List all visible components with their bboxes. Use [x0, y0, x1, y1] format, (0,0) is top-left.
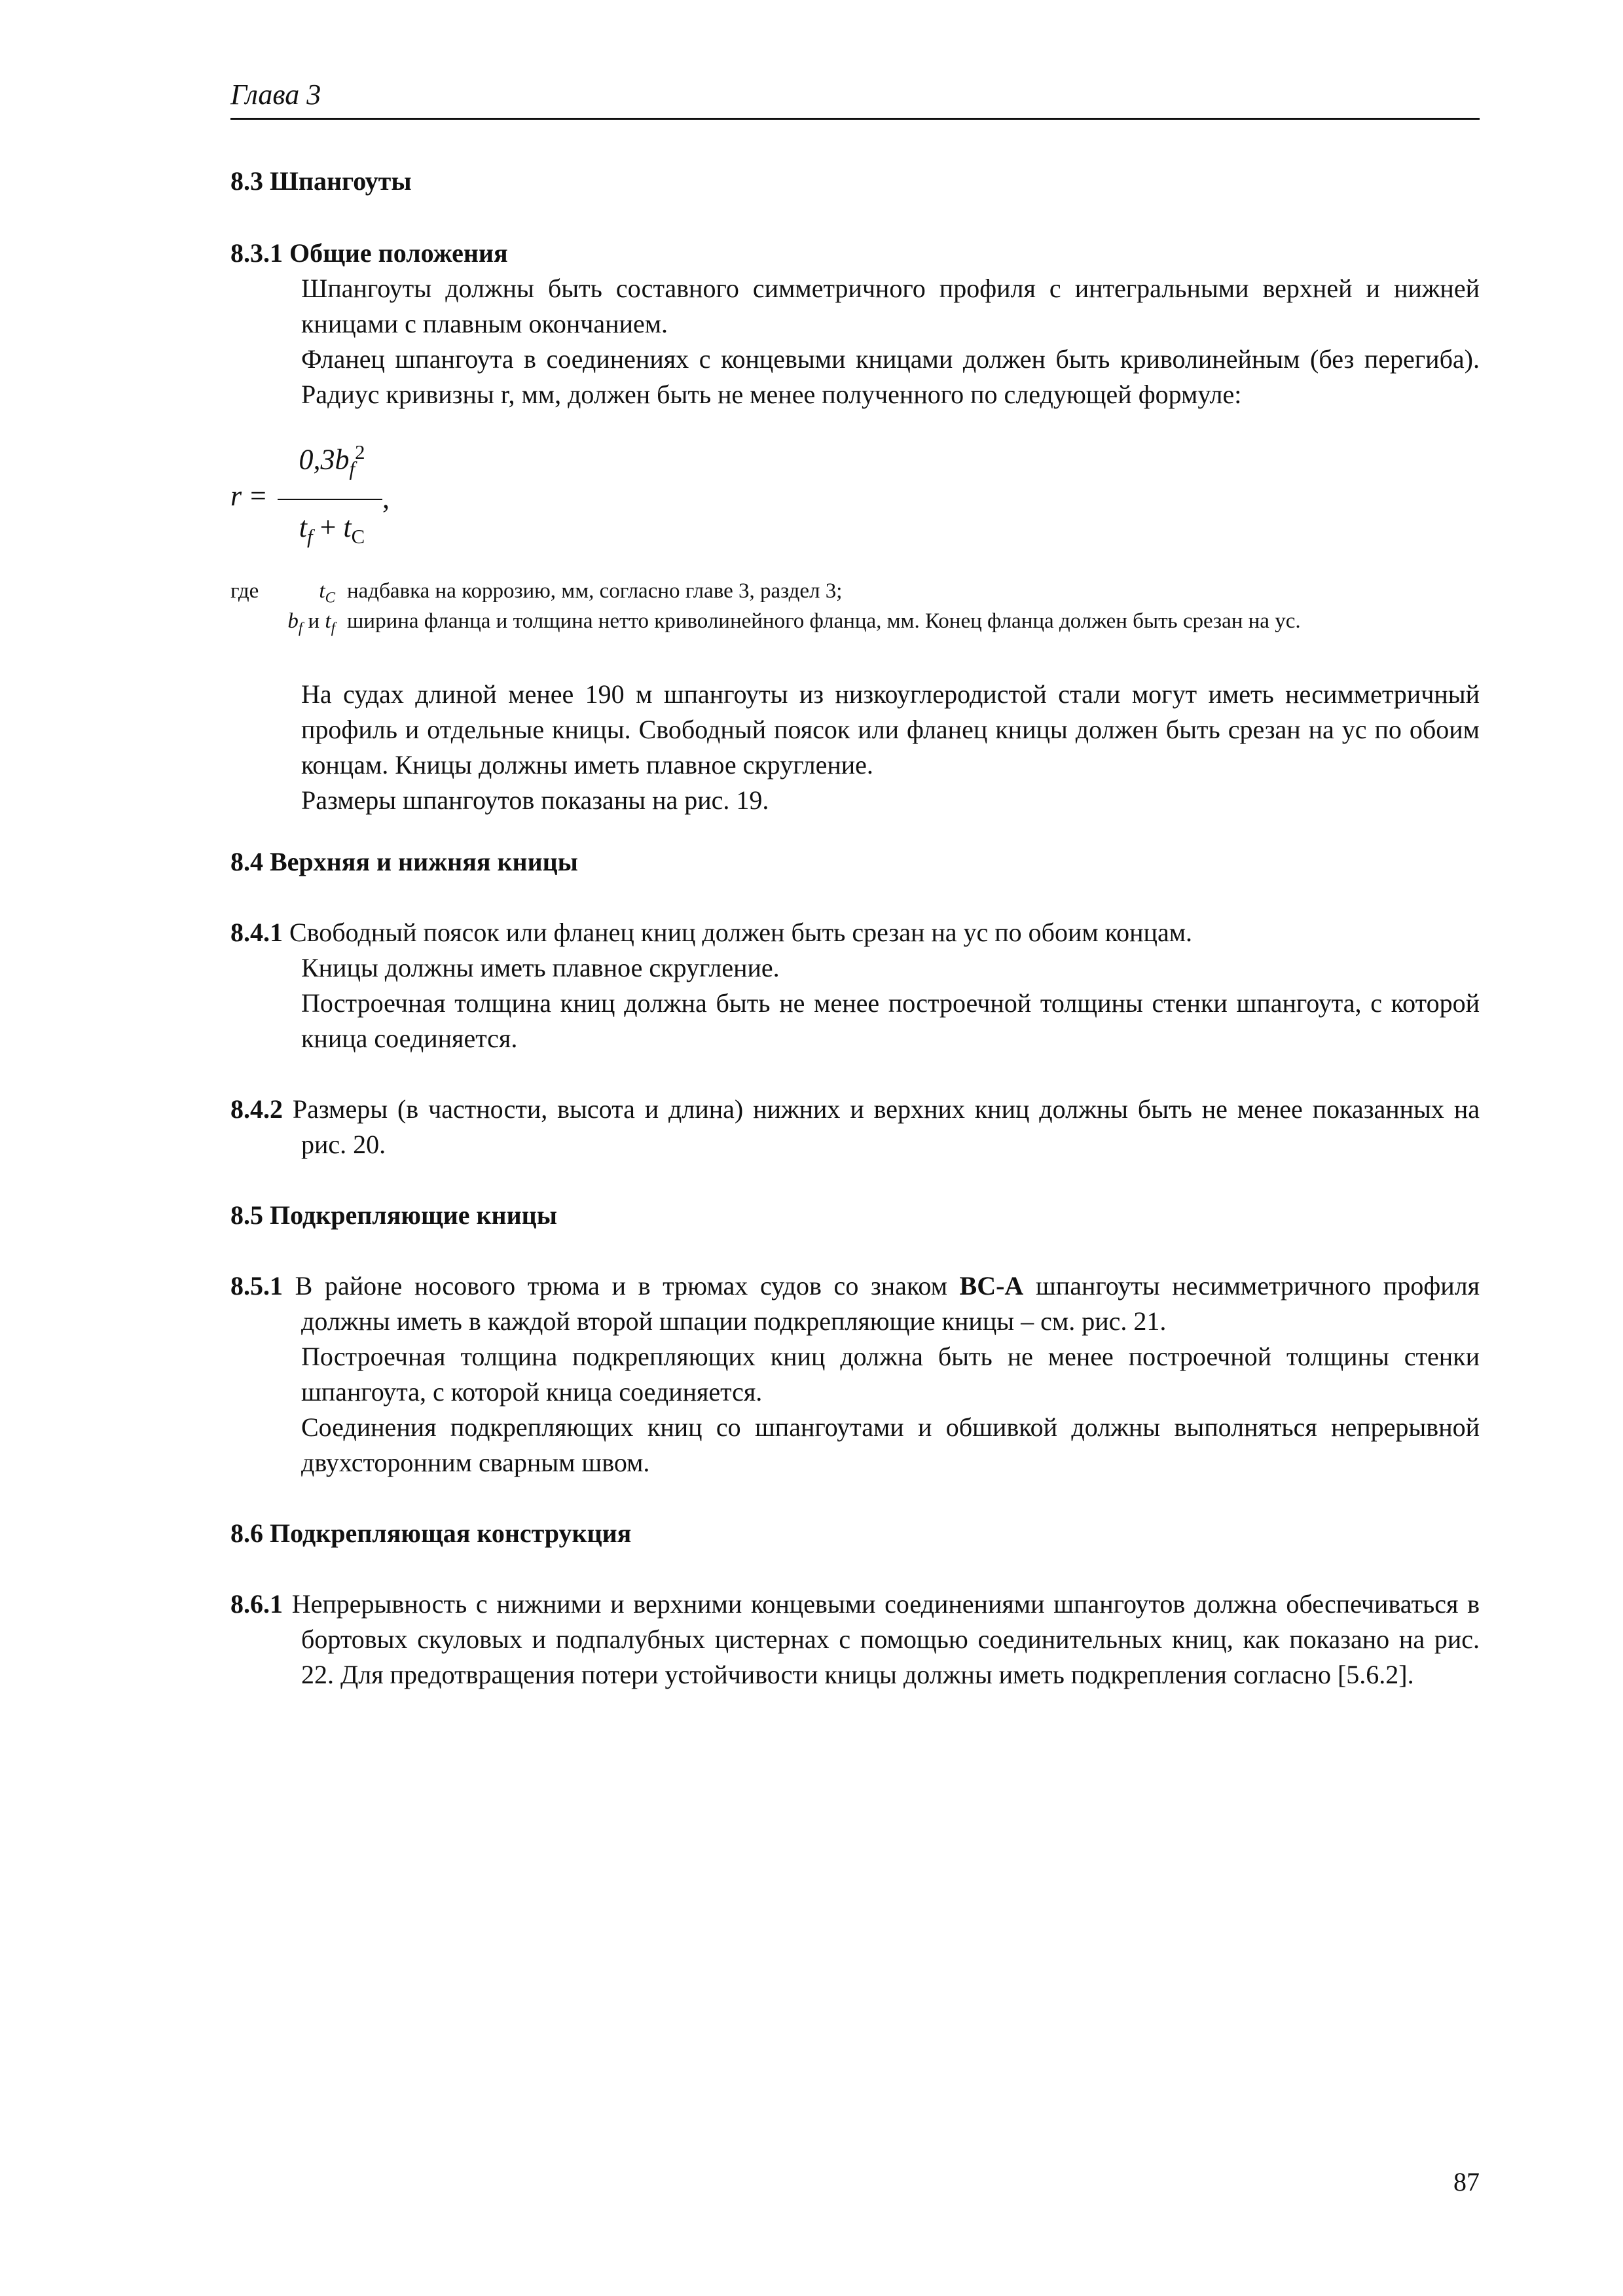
section-8-5-title: 8.5 Подкрепляющие кницы — [230, 1200, 557, 1230]
section-8-6-title: 8.6 Подкрепляющая конструкция — [230, 1518, 632, 1548]
legend-where: где — [230, 579, 259, 603]
page-content — [230, 164, 1480, 1693]
formula-lhs: r — [230, 480, 242, 512]
paragraph-8-4-2: 8.4.2 Размеры (в частности, высота и длина) нижних и верхних книц должны быть не менее показанных на рис. 20. — [230, 1094, 1480, 1159]
legend-row-bf-tf — [230, 606, 1480, 636]
legend-text: ширина фланца и толщина нетто криволинейного фланца, мм. Конец фланца должен быть срезан на ус. — [347, 609, 1301, 633]
running-header — [230, 77, 1480, 120]
section-8-3-title: 8.3 Шпангоуты — [230, 166, 412, 196]
paragraph-8-3-1-d: Размеры шпангоутов показаны на рис. 19. — [301, 785, 769, 815]
radius-formula — [230, 439, 1480, 550]
legend-symbol: $b_f$ и $t_f$ — [287, 609, 335, 636]
paragraph-8-4-1-b: Кницы должны иметь плавное скругление. — [301, 953, 780, 982]
formula-legend — [230, 576, 1480, 636]
page-number: 87 — [1453, 2167, 1480, 2197]
paragraph-8-5-1: 8.5.1 В районе носового трюма и в трюмах судов со знаком BC-A шпангоуты несимметричного профиля должны иметь в каждой второй шпации подкрепляющие кницы – см. рис. 21. — [230, 1271, 1480, 1336]
legend-row-tc — [230, 576, 1480, 606]
paragraph-8-5-1-c: Построечная толщина подкрепляющих книц должна быть не менее построечной толщины стенки шпангоута, с которой кница соединяется. — [301, 1342, 1480, 1407]
formula-equals: = — [250, 480, 266, 512]
legend-text: надбавка на коррозию, мм, согласно главе 3, раздел 3; — [347, 579, 843, 603]
formula-comma: , — [382, 482, 390, 514]
formula-denominator: $t_f + t_C$ — [299, 511, 365, 548]
paragraph-8-4-1: 8.4.1 Свободный поясок или фланец книц должен быть срезан на ус по обоим концам. — [230, 918, 1193, 947]
legend-symbol: $t_C$ — [319, 579, 335, 606]
paragraph-8-4-1-c: Построечная толщина книц должна быть не менее построечной толщины стенки шпангоута, с которой кница соединяется. — [301, 988, 1480, 1053]
paragraph-8-6-1: 8.6.1 Непрерывность с нижними и верхними концевыми соединениями шпангоутов должна обеспечиваться в бортовых скуловых и подпалубных цистернах с помощью соединительных книц, как показано на рис. 22. Для предотвращения потери устойчивости кницы должны иметь подкрепления согласно [5.6.2]. — [230, 1589, 1480, 1689]
section-8-4-title: 8.4 Верхняя и нижняя кницы — [230, 847, 578, 876]
paragraph-8-3-1-b: Фланец шпангоута в соединениях с концевыми кницами должен быть криволинейным (без перегиба). Радиус кривизны r, мм, должен быть не менее полученного по следующей формуле: — [301, 344, 1480, 409]
chapter-label: Глава 3 — [230, 79, 321, 111]
formula-fraction-bar — [278, 499, 382, 500]
paragraph-8-3-1-a: Шпангоуты должны быть составного симметричного профиля с интегральными верхней и нижней кницами с плавным окончанием. — [301, 274, 1480, 338]
paragraph-8-3-1-c: На судах длиной менее 190 м шпангоуты из низкоуглеродистой стали могут иметь несимметричный профиль и отдельные кницы. Свободный поясок или фланец кницы должен быть срезан на ус по обоим концам. Кницы должны иметь плавное скругление. — [301, 679, 1480, 780]
paragraph-8-5-1-d: Соединения подкрепляющих книц со шпангоутами и обшивкой должны выполняться непрерывной двухсторонним сварным швом. — [301, 1412, 1480, 1477]
section-8-3-1-title: 8.3.1 Общие положения — [230, 238, 508, 268]
formula-numerator: $0,3b_f^2$ — [299, 441, 365, 480]
